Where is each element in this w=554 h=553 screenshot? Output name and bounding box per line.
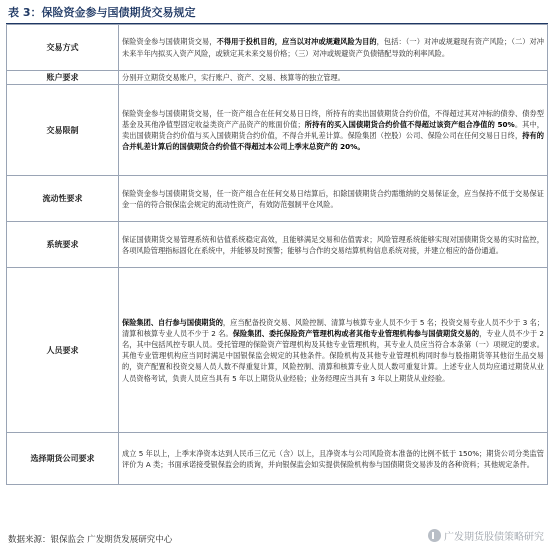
table-row: [7, 71, 548, 85]
row-label: 账户要求: [7, 71, 119, 85]
body-text: 保险资金参与国债期货交易，: [122, 37, 217, 47]
row-label: 流动性要求: [7, 176, 119, 222]
source-note: 数据来源：银保监会 广发期货发展研究中心: [8, 535, 173, 545]
row-content: [119, 71, 548, 85]
row-content: [119, 85, 548, 176]
body-text: ，专业人员不少于 2 名，其中包括风控专职人员。受托管理的保险资产管理机构及其他专业管理机构，其专业人员应当符合本条第（一）项规定的要求。其他专业管理机构应当同时满足中国银保监会规定的其他条件。保险机构及其他专业管理机构同时参与股指期货等其他衍生品交易的，资产配置和投资交易人员人数不得重复计算，风险控制、清算和核算专业人员人数可重复计算。上述专业人员均应通过期货从业人员资格考试，负责人员应当具有 5 年以上期货从业经验；业务经理应当具有 3 年以上期货从业经验。: [122, 328, 544, 383]
watermark-text: 广发期货股债策略研究: [444, 532, 544, 543]
body-text: ，包括：（一）对冲或规避现有资产风险；（二）对冲未来半年内拟买入资产风险，或锁定其未来交易价格；（三）对冲或规避资产负债错配导致的利率风险。: [122, 37, 544, 58]
wechat-icon: [428, 529, 441, 542]
table-row: [7, 222, 548, 268]
table-title: 表 3：保险资金参与国债期货交易规定: [8, 6, 196, 19]
body-text: ，应当配备投资交易、风险控制、清算与核算专业人员不少于 5 名；投资交易专业人员不少于 3 名；清算和核算专业人员不少于 2 名。: [122, 317, 544, 338]
row-content: [119, 176, 548, 222]
emphasis-text: 保险集团、自行参与国债期货的: [122, 317, 223, 327]
row-label: 人员要求: [7, 268, 119, 433]
row-label: 系统要求: [7, 222, 119, 268]
body-text: 保证国债期货交易管理系统和估值系统稳定高效，且能够满足交易和估值需求；风险管理系统能够实现对国债期货交易的实时监控，各项风险管理指标固化在系统中，并能够及时预警；能够与合作的交易结算机构信息系统对接，并建立相应的备份通道。: [122, 234, 544, 255]
row-content: [119, 222, 548, 268]
table-row: [7, 176, 548, 222]
body-text: 分别开立期货交易账户，实行账户、资产、交易、核算等的独立管理。: [122, 73, 345, 82]
body-text: 。其中，卖出国债期货合约价值与买入国债期货合约价值，不得合并轧差计算。保险集团（控股）公司、保险公司在任何交易日日终，: [122, 120, 544, 141]
regulation-table: [6, 24, 548, 485]
body-text: 保险资金参与国债期货交易，任一资产组合在任何交易日日终，所持有的卖出国债期货合约价值，不得超过其对冲标的债券、债券型基金及其他净值型固定收益类资产产品资产的账面价值；: [122, 108, 544, 129]
emphasis-text: 持有的合并轧差计算后的国债期货合约价值不得超过本公司上季末总资产的 20%。: [122, 131, 544, 152]
watermark: [428, 528, 544, 543]
body-text: 保险资金参与国债期货交易，任一资产组合在任何交易日结算后，扣除国债期货合约需缴纳的交易保证金，应当保持不低于交易保证金一倍的符合银保监会规定的流动性资产，有效防范强制平仓风险。: [122, 188, 544, 209]
table-row: [7, 25, 548, 71]
body-text: 成立 5 年以上，上季末净资本达到人民币三亿元（含）以上，且净资本与公司风险资本准备的比例不低于 150%；期货公司分类监管评价为 A 类；书面承诺接受银保监会的质询，并向银保监会如实提供保险机构参与国债期货交易涉及的各种资料；其他规定条件。: [122, 448, 544, 469]
row-content: [119, 268, 548, 433]
emphasis-text: 所持有的买入国债期货合约价值不得超过该资产组合净值的 50%: [304, 120, 515, 129]
row-content: [119, 433, 548, 485]
emphasis-text: 保险集团、委托保险资产管理机构或者其他专业管理机构参与国债期货交易的: [232, 328, 480, 338]
row-label: 选择期货公司要求: [7, 433, 119, 485]
row-label: 交易限制: [7, 85, 119, 176]
emphasis-text: 不得用于投机目的，应当以对冲或规避风险为目的: [216, 37, 377, 47]
row-content: [119, 25, 548, 71]
row-label: 交易方式: [7, 25, 119, 71]
table-row: [7, 433, 548, 485]
table-row: [7, 268, 548, 433]
table-row: [7, 85, 548, 176]
